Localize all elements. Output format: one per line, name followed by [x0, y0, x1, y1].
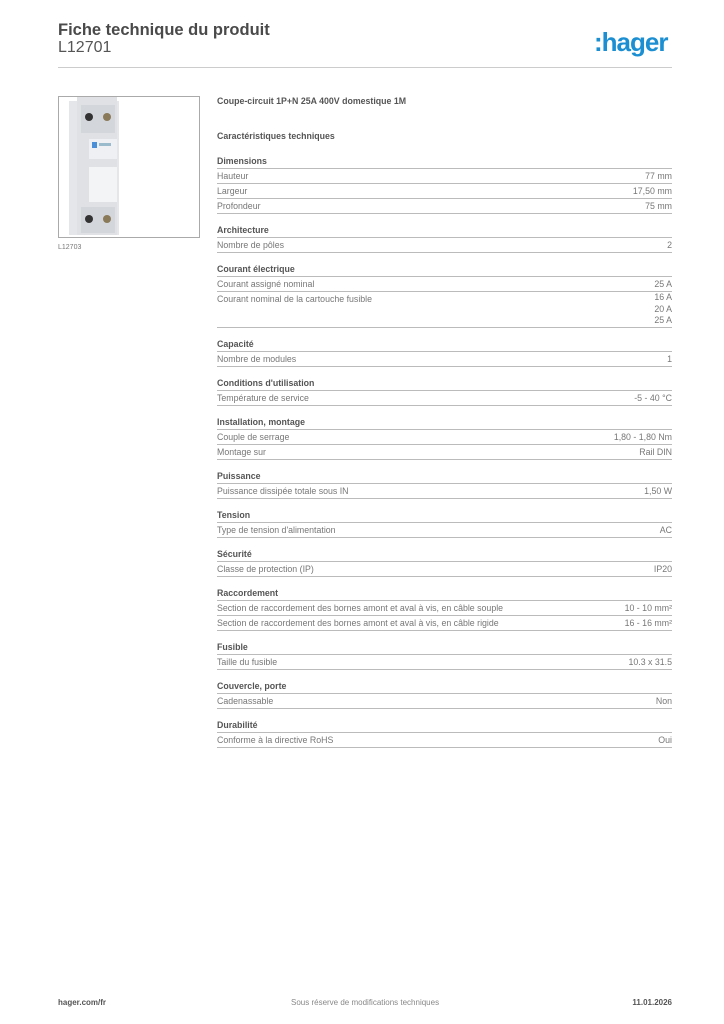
spec-row — [217, 238, 672, 253]
spec-row — [217, 199, 672, 214]
header-divider — [58, 67, 672, 68]
spec-value: AC — [659, 524, 672, 535]
spec-row — [217, 562, 672, 577]
footer-site-link[interactable]: hager.com/fr — [58, 998, 107, 1007]
section-title: Raccordement — [217, 586, 672, 601]
specifications — [217, 96, 672, 748]
page-title: Fiche technique du produit — [58, 21, 270, 39]
spec-values — [628, 655, 672, 669]
spec-label: Section de raccordement des bornes amont et aval à vis, en câble souple — [217, 602, 504, 613]
section-title: Capacité — [217, 337, 672, 352]
spec-section — [217, 718, 672, 748]
product-name: Coupe-circuit 1P+N 25A 400V domestique 1M — [217, 96, 407, 106]
section-title: Architecture — [217, 223, 672, 238]
spec-label: Température de service — [217, 392, 309, 403]
section-title: Couvercle, porte — [217, 679, 672, 694]
spec-label: Cadenassable — [217, 695, 274, 706]
spec-values — [667, 238, 672, 252]
spec-label: Couple de serrage — [217, 431, 290, 442]
spec-row — [217, 601, 672, 616]
section-title: Dimensions — [217, 154, 672, 169]
spec-value: 75 mm — [645, 201, 672, 211]
spec-label: Puissance dissipée totale sous IN — [217, 485, 349, 496]
spec-label: Section de raccordement des bornes amont et aval à vis, en câble rigide — [217, 617, 499, 628]
spec-value: 1,50 W — [644, 485, 672, 496]
spec-row — [217, 655, 672, 670]
spec-row — [217, 352, 672, 367]
spec-value: 2 — [667, 240, 672, 250]
spec-section — [217, 337, 672, 367]
spec-section — [217, 415, 672, 460]
section-title: Puissance — [217, 469, 672, 484]
spec-values — [667, 352, 672, 366]
section-title: Tension — [217, 508, 672, 523]
spec-values — [658, 733, 672, 747]
spec-values — [656, 694, 672, 708]
footer-note: Sous réserve de modifications techniques — [291, 998, 440, 1007]
spec-label: Taille du fusible — [217, 656, 278, 667]
specs-heading: Caractéristiques techniques — [217, 131, 335, 141]
spec-values — [644, 484, 672, 498]
spec-section — [217, 469, 672, 499]
spec-section — [217, 679, 672, 709]
spec-value: IP20 — [653, 563, 672, 574]
spec-row — [217, 445, 672, 460]
spec-row — [217, 277, 672, 292]
spec-section — [217, 223, 672, 253]
spec-value: Oui — [658, 734, 672, 745]
spec-value: 17,50 mm — [632, 186, 672, 196]
section-title: Conditions d'utilisation — [217, 376, 672, 391]
spec-values — [645, 199, 672, 213]
spec-section — [217, 154, 672, 214]
spec-values — [614, 430, 672, 444]
spec-values — [625, 601, 672, 615]
spec-label: Nombre de modules — [217, 353, 297, 364]
spec-label: Profondeur — [217, 201, 261, 211]
spec-value: 10.3 x 31.5 — [628, 656, 672, 667]
spec-section — [217, 586, 672, 631]
spec-values — [639, 445, 672, 459]
spec-section — [217, 547, 672, 577]
spec-label: Hauteur — [217, 171, 249, 181]
spec-value: 77 mm — [645, 171, 672, 181]
product-image — [58, 96, 200, 238]
spec-label: Conforme à la directive RoHS — [217, 734, 334, 745]
spec-values — [660, 523, 672, 537]
spec-value: 16 A — [654, 292, 672, 302]
spec-value: 1 — [667, 353, 672, 364]
spec-value: 25 A — [654, 279, 672, 289]
spec-values — [654, 562, 672, 576]
spec-section — [217, 262, 672, 328]
section-title: Sécurité — [217, 547, 672, 562]
spec-row — [217, 184, 672, 199]
hager-logo: :hager — [594, 27, 668, 57]
spec-row — [217, 169, 672, 184]
spec-values — [645, 169, 672, 183]
spec-row — [217, 484, 672, 499]
spec-value: 20 A — [654, 303, 672, 314]
spec-values — [654, 277, 672, 291]
spec-value: -5 - 40 °C — [634, 392, 672, 403]
product-reference: L12701 — [58, 39, 112, 56]
spec-value: Rail DIN — [639, 446, 672, 457]
spec-values — [633, 184, 672, 198]
spec-row — [217, 430, 672, 445]
spec-row — [217, 292, 672, 328]
spec-section — [217, 640, 672, 670]
spec-row — [217, 523, 672, 538]
spec-values — [654, 292, 672, 327]
spec-label: Nombre de pôles — [217, 240, 284, 250]
spec-values — [634, 391, 672, 405]
spec-value: 1,80 - 1,80 Nm — [613, 431, 672, 442]
spec-value: 25 A — [654, 315, 672, 325]
spec-values — [625, 616, 672, 630]
spec-value: Non — [655, 695, 672, 706]
spec-label: Courant assigné nominal — [217, 279, 315, 289]
spec-row — [217, 733, 672, 748]
section-title: Fusible — [217, 640, 672, 655]
footer-date: 11.01.2026 — [632, 998, 672, 1007]
spec-label: Classe de protection (IP) — [217, 563, 314, 574]
spec-label: Largeur — [217, 186, 248, 196]
spec-section — [217, 376, 672, 406]
spec-value: 10 - 10 mm² — [624, 602, 672, 613]
section-title: Durabilité — [217, 718, 672, 733]
spec-label: Type de tension d'alimentation — [217, 524, 336, 535]
spec-value: 16 - 16 mm² — [624, 617, 672, 628]
section-title: Installation, montage — [217, 415, 672, 430]
section-title: Courant électrique — [217, 262, 672, 277]
spec-label: Courant nominal de la cartouche fusible — [217, 294, 373, 304]
spec-label: Montage sur — [217, 446, 266, 457]
spec-row — [217, 391, 672, 406]
spec-section — [217, 508, 672, 538]
spec-row — [217, 616, 672, 631]
image-caption: L12703 — [58, 244, 82, 251]
spec-row — [217, 694, 672, 709]
